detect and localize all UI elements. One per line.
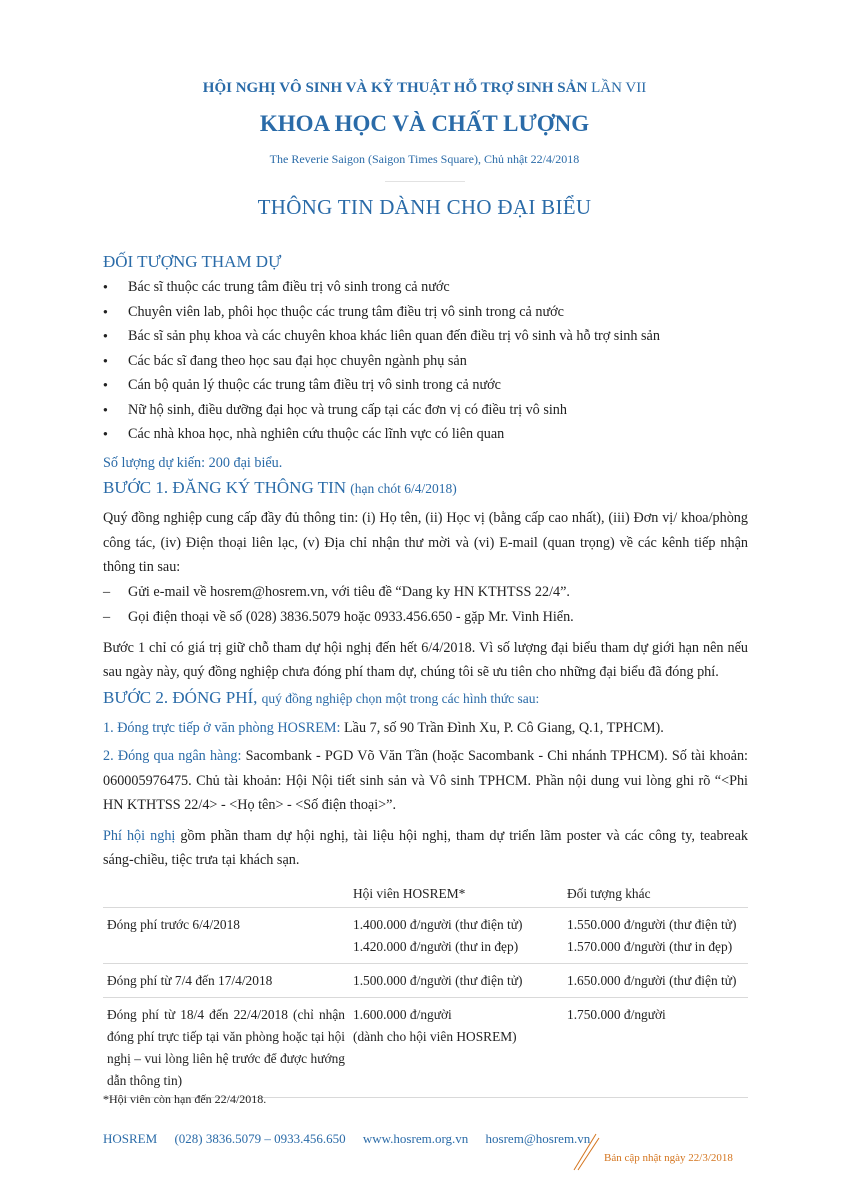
venue-date: The Reverie Saigon (Saigon Times Square), Chủ nhật 22/4/2018 (269, 152, 580, 166)
table-cell: Đóng phí từ 18/4 đến 22/4/2018 (chỉ nhận đóng phí trực tiếp tại văn phòng hoặc tại hội nghị – vui lòng liên hệ trước để được hướng dẫn thông tin) (107, 1006, 345, 1088)
main-content (103, 249, 748, 1098)
step1-note: Bước 1 chỉ có giá trị giữ chỗ tham dự hội nghị đến hết 6/4/2018. Vì số lượng đại biểu tham dự giới hạn nên nếu sau ngày này, quý đồng nghiệp chưa đóng phí tham dự, chúng tôi sẽ ưu tiên cho những đại biểu đã đóng phí. (103, 639, 748, 680)
footer-org: HOSREM (103, 1131, 158, 1146)
list-item: ● Nữ hộ sinh, điều dưỡng đại học và trung cấp tại các đơn vị có điều trị vô sinh (103, 398, 748, 423)
list-item: – Gọi điện thoại về số (028) 3836.5079 hoặc 0933.456.650 - gặp Mr. Vinh Hiển. (103, 605, 748, 630)
fee-amount: 1.500.000 đ/người (thư điện tử) (353, 972, 523, 988)
list-item: ● Chuyên viên lab, phôi học thuộc các trung tâm điều trị vô sinh trong cả nước (103, 300, 748, 325)
payment-option-2 (103, 744, 748, 818)
step2-title: BƯỚC 2. ĐÓNG PHÍ, (103, 687, 258, 707)
table-cell (353, 997, 567, 1097)
table-cell (567, 907, 748, 963)
payment-option-2-label: 2. Đóng qua ngân hàng: (103, 748, 242, 764)
conference-theme: KHOA HỌC VÀ CHẤT LƯỢNG (259, 111, 590, 136)
fee-description (103, 824, 748, 873)
step1-heading (103, 475, 748, 502)
conference-title (0, 80, 849, 97)
fee-table (103, 881, 748, 1098)
table-row (103, 907, 748, 963)
footer-phones: (028) 3836.5079 – 0933.456.650 (174, 1131, 346, 1146)
table-cell (353, 963, 567, 997)
table-header (103, 881, 353, 908)
fee-amount: (dành cho hội viên HOSREM) (353, 1028, 517, 1044)
list-item: ● Bác sĩ thuộc các trung tâm điều trị vô sinh trong cả nước (103, 275, 748, 300)
step1-deadline: (hạn chót 6/4/2018) (350, 481, 457, 496)
step2-subheading: quý đồng nghiệp chọn một trong các hình thức sau: (261, 690, 540, 706)
updated-date: Bản cập nhật ngày 22/3/2018 (604, 1152, 733, 1164)
table-row (103, 997, 748, 1097)
header-divider (385, 181, 465, 182)
decorative-slash-icon (572, 1132, 600, 1172)
table-cell (567, 997, 748, 1097)
table-header-row (103, 881, 748, 908)
fee-amount: 1.420.000 đ/người (thư in đẹp) (353, 938, 519, 954)
fee-label: Phí hội nghị (103, 827, 176, 844)
step2-heading (103, 685, 748, 712)
list-item: ● Cán bộ quản lý thuộc các trung tâm điều trị vô sinh trong cả nước (103, 373, 748, 398)
table-cell (567, 963, 748, 997)
step1-channels (103, 580, 748, 630)
payment-option-1-text: Lầu 7, số 90 Trần Đình Xu, P. Cô Giang, Q.1, TPHCM). (344, 719, 664, 736)
list-item: ● Các bác sĩ đang theo học sau đại học chuyên ngành phụ sản (103, 349, 748, 374)
table-header: Hội viên HOSREM* (353, 885, 466, 901)
fee-amount: 1.400.000 đ/người (thư điện tử) (353, 916, 523, 932)
fee-amount: 1.570.000 đ/người (thư in đẹp) (567, 938, 733, 954)
table-cell (353, 907, 567, 963)
step1-title: BƯỚC 1. ĐĂNG KÝ THÔNG TIN (103, 478, 347, 497)
step1-intro: Quý đồng nghiệp cung cấp đầy đủ thông tin: (i) Họ tên, (ii) Học vị (bằng cấp cao nhất), (iii) Đơn vị/ khoa/phòng công tác, (iv) Điện thoại liên lạc, (v) Địa chỉ nhận thư mời và (vi) E-mail (quan trọng) về các kênh tiếp nhận thông tin sau: (103, 510, 748, 575)
payment-option-2-text: Sacombank - PGD Võ Văn Tần (hoặc Sacombank - Chi nhánh TPHCM). Số tài khoản: 060005976475. Chủ tài khoản: Hội Nội tiết sinh sản và Vô sinh TPHCM. Phần nội dung vui lòng ghi rõ “<Phi HN KTHTSS 22/4> - <Họ tên> - <Số điện thoại>”. (103, 748, 748, 813)
conference-title-text: HỘI NGHỊ VÔ SINH VÀ KỸ THUẬT HỖ TRỢ SINH SẢN (202, 80, 588, 96)
list-item: ● Các nhà khoa học, nhà nghiên cứu thuộc các lĩnh vực có liên quan (103, 422, 748, 447)
footer-email[interactable]: hosrem@hosrem.vn (485, 1131, 591, 1146)
footer-website[interactable]: www.hosrem.org.vn (362, 1131, 469, 1146)
audience-list (103, 275, 748, 447)
table-header: Đối tượng khác (567, 885, 651, 901)
table-cell: Đóng phí trước 6/4/2018 (107, 916, 240, 932)
payment-option-1 (103, 716, 748, 741)
fee-amount: 1.550.000 đ/người (thư điện tử) (567, 916, 737, 932)
fee-amount: 1.750.000 đ/người (567, 1006, 666, 1022)
fee-amount: 1.650.000 đ/người (thư điện tử) (567, 972, 737, 988)
list-item: ● Bác sĩ sản phụ khoa và các chuyên khoa khác liên quan đến điều trị vô sinh và hỗ trợ sinh sản (103, 324, 748, 349)
payment-option-1-label: 1. Đóng trực tiếp ở văn phòng HOSREM: (103, 719, 341, 736)
list-item: – Gửi e-mail về hosrem@hosrem.vn, với tiêu đề “Dang ky HN KTHTSS 22/4”. (103, 580, 748, 605)
table-row (103, 963, 748, 997)
page-title: THÔNG TIN DÀNH CHO ĐẠI BIỂU (257, 195, 592, 219)
conference-edition: LẦN VII (591, 80, 647, 96)
fee-amount: 1.600.000 đ/người (353, 1006, 452, 1022)
footer (103, 1131, 604, 1147)
audience-heading: ĐỐI TƯỢNG THAM DỰ (103, 252, 282, 271)
expected-attendance: Số lượng dự kiến: 200 đại biểu. (103, 454, 283, 471)
table-cell: Đóng phí từ 7/4 đến 17/4/2018 (107, 972, 273, 988)
fee-text: gồm phần tham dự hội nghị, tài liệu hội nghị, tham dự triển lãm poster và các công ty, teabreak sáng-chiều, tiệc trưa tại khách sạn. (103, 827, 749, 868)
footnote: *Hội viên còn hạn đến 22/4/2018. (103, 1092, 267, 1106)
